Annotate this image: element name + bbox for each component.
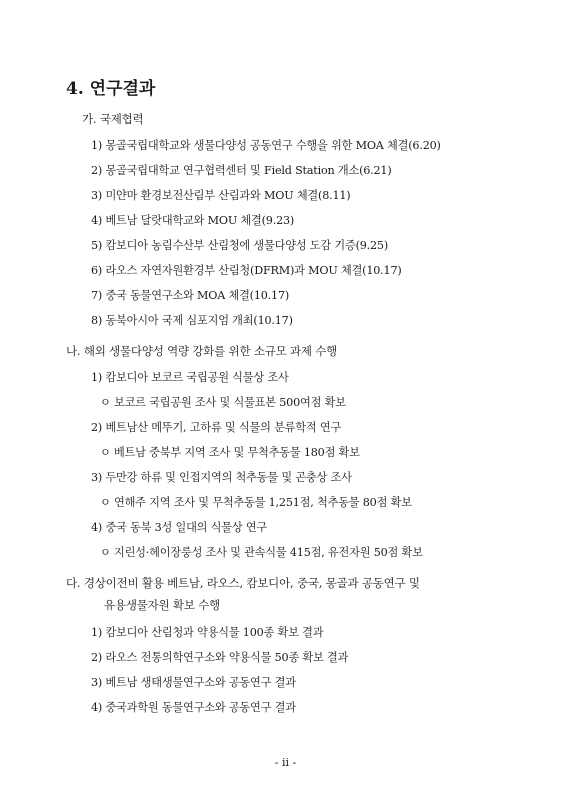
section-heading-da-cont: 유용생물자원 확보 수행 [104,598,220,612]
sub-list-item: ㅇ 연해주 지역 조사 및 무척추동물 1,251점, 척추동물 80점 확보 [100,496,412,509]
list-item: 3) 베트남 생태생물연구소와 공동연구 결과 [91,676,296,689]
section-heading-da: 다. 경상이전비 활용 베트남, 라오스, 캄보디아, 중국, 몽골과 공동연구 및 [66,576,420,590]
list-item: 6) 라오스 자연자원환경부 산림청(DFRM)과 MOU 체결(10.17) [91,264,402,277]
sub-list-item: ㅇ 베트남 중북부 지역 조사 및 무척추동물 180점 확보 [100,446,360,459]
list-item: 4) 중국 동북 3성 일대의 식물상 연구 [91,521,268,534]
page-number: - ii - [274,756,297,769]
list-item: 3) 미얀마 환경보전산림부 산림과와 MOU 체결(8.11) [91,189,351,202]
list-item: 2) 베트남산 메뚜기, 고하류 및 식물의 분류학적 연구 [91,421,342,434]
list-item: 2) 몽골국립대학교 연구협력센터 및 Field Station 개소(6.21) [91,164,392,177]
list-item: 1) 캄보디아 산림청과 약용식물 100종 확보 결과 [91,626,324,639]
list-item: 4) 베트남 달랏대학교와 MOU 체결(9.23) [91,214,295,227]
list-item: 1) 캄보디아 보코르 국립공원 식물상 조사 [91,371,289,384]
section-heading-na: 나. 해외 생물다양성 역량 강화를 위한 소규모 과제 수행 [66,344,338,358]
sub-list-item: ㅇ 보코르 국립공원 조사 및 식물표본 500여점 확보 [100,396,346,409]
page-title: 4. 연구결과 [66,79,156,99]
list-item: 1) 몽골국립대학교와 생물다양성 공동연구 수행을 위한 MOA 체결(6.20) [91,139,441,152]
sub-list-item: ㅇ 지린성·헤이장룽성 조사 및 관속식물 415점, 유전자원 50점 확보 [100,546,423,559]
list-item: 7) 중국 동물연구소와 MOA 체결(10.17) [91,289,290,302]
list-item: 2) 라오스 전통의학연구소와 약용식물 50종 확보 결과 [91,651,349,664]
list-item: 3) 두만강 하류 및 인접지역의 척추동물 및 곤충상 조사 [91,471,352,484]
list-item: 8) 동북아시아 국제 심포지엄 개최(10.17) [91,314,293,327]
list-item: 5) 캄보디아 농림수산부 산림청에 생물다양성 도감 기증(9.25) [91,239,389,252]
section-heading-ga: 가. 국제협력 [82,112,144,126]
list-item: 4) 중국과학원 동물연구소와 공동연구 결과 [91,701,296,714]
